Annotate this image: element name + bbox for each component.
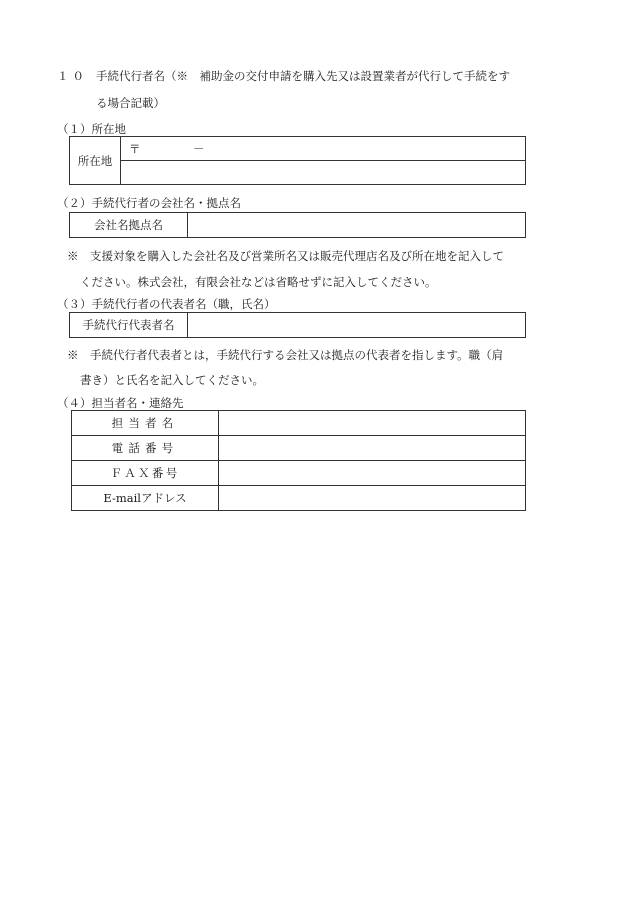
address-table	[69, 136, 526, 185]
representative-heading: （３）手続代行者の代表者名（職，氏名）	[57, 297, 276, 311]
representative-table	[69, 312, 526, 338]
section-number: １０	[57, 69, 88, 83]
representative-note-line1: ※ 手続代行者代表者とは，手続代行する会社又は拠点の代表者を指します。職（肩	[67, 348, 504, 362]
phone-label: 電話番号	[72, 436, 219, 461]
contact-person-field[interactable]	[219, 411, 526, 436]
section-title-line2: る場合記載）	[96, 96, 165, 110]
postal-code-field[interactable]	[121, 137, 526, 161]
representative-label: 手続代行代表者名	[70, 313, 188, 338]
address-heading: （１）所在地	[57, 122, 126, 136]
company-label: 会社名拠点名	[70, 213, 188, 238]
company-note-line1: ※ 支援対象を購入した会社名及び営業所名又は販売代理店名及び所在地を記入して	[67, 249, 504, 263]
company-heading: （２）手続代行者の会社名・拠点名	[57, 196, 241, 210]
contact-table	[71, 410, 526, 511]
phone-field[interactable]	[219, 436, 526, 461]
section-title-line1: 手続代行者名（※ 補助金の交付申請を購入先又は設置業者が代行して手続をす	[96, 69, 510, 83]
address-label: 所在地	[70, 137, 121, 185]
address-field[interactable]	[121, 161, 526, 185]
contact-heading: （４）担当者名・連絡先	[57, 396, 184, 410]
company-table	[69, 212, 526, 238]
representative-field[interactable]	[188, 313, 526, 338]
postal-dash: －	[193, 142, 205, 156]
company-field[interactable]	[188, 213, 526, 238]
representative-note-line2: 書き）と氏名を記入してください。	[80, 373, 264, 387]
fax-field[interactable]	[219, 461, 526, 486]
email-field[interactable]	[219, 486, 526, 511]
fax-label: ＦＡＸ番号	[72, 461, 219, 486]
contact-person-label: 担当者名	[72, 411, 219, 436]
postal-mark: 〒	[129, 142, 141, 156]
company-note-line2: ください。株式会社，有限会社などは省略せずに記入してください。	[80, 275, 437, 289]
email-label: E-mailアドレス	[72, 486, 219, 511]
